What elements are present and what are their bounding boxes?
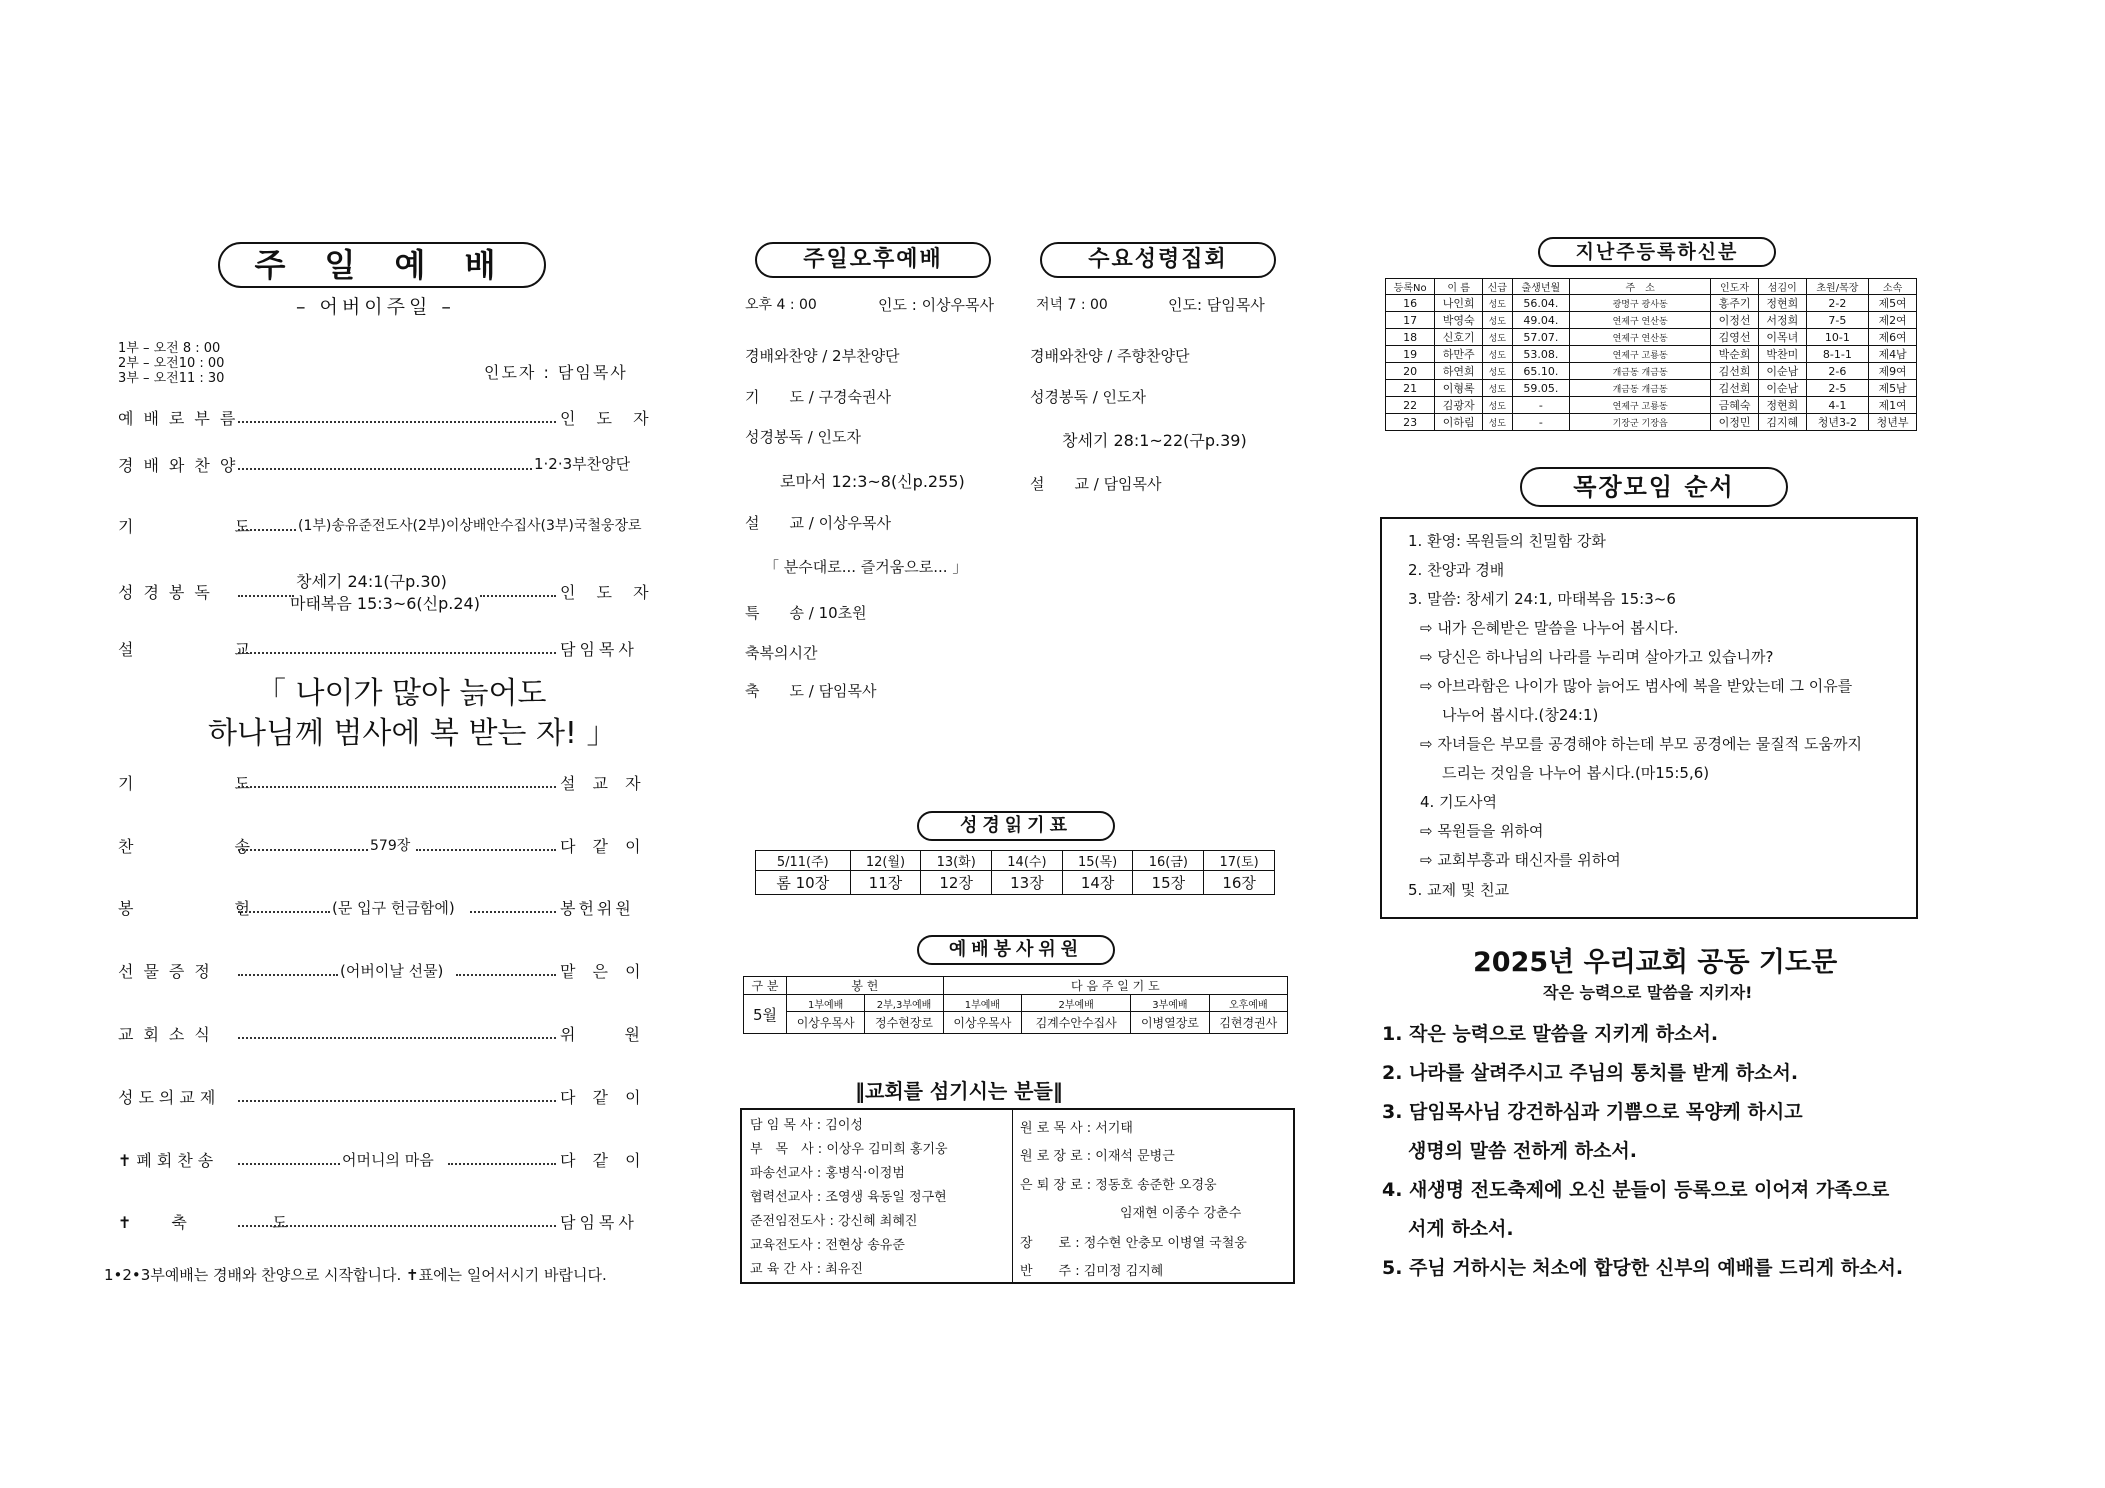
- afternoon-leader: 인도 : 이상우목사: [878, 296, 995, 314]
- sermon-title-1: 「 나이가 많아 늙어도: [256, 676, 547, 711]
- volunteer-name: 김현경권사: [1209, 1012, 1287, 1034]
- scripture-1: 창세기 24:1(구p.30): [296, 572, 447, 591]
- prayer-subtitle: 작은 능력으로 말씀을 지키자!: [1543, 983, 1753, 1002]
- order-mid: (1부)송유준전도사(2부)이상배안수집사(3부)국철웅장로: [298, 518, 642, 534]
- reg-cell: 4-1: [1806, 397, 1868, 414]
- order-label: 예배로부름: [118, 409, 246, 428]
- staff-left: 파송선교사 : 홍병식·이정범: [750, 1166, 905, 1181]
- service-leader: 인도자 : 담임목사: [484, 363, 628, 382]
- reg-cell: 53.08.: [1512, 346, 1570, 363]
- prayer-item: 서게 하소서.: [1408, 1218, 1514, 1240]
- order-mid: 579장: [370, 838, 411, 854]
- service-time-3: 3부 – 오전11 : 30: [118, 371, 225, 386]
- reg-cell: 하연희: [1435, 363, 1483, 380]
- reg-cell: 23: [1386, 414, 1435, 431]
- prayer-item: 생명의 말씀 전하게 하소서.: [1408, 1140, 1637, 1162]
- afternoon-item: 축복의시간: [745, 644, 818, 662]
- afternoon-sermon-title: 「 분수대로... 즐거움으로... 」: [764, 558, 968, 576]
- dot-leader: [238, 849, 368, 851]
- reg-cell: 제4남: [1869, 346, 1917, 363]
- reg-cell: 제2여: [1869, 312, 1917, 329]
- staff-left: 담 임 목 사 : 김이성: [750, 1118, 863, 1133]
- reg-cell: 연제구 연산동: [1570, 329, 1711, 346]
- reading-day: 15(목): [1062, 851, 1133, 871]
- reg-cell: 연제구 연산동: [1570, 312, 1711, 329]
- reg-header: 섬김이: [1758, 279, 1806, 295]
- order-label: 봉 헌: [118, 899, 298, 918]
- service-time-1: 1부 – 오전 8 : 00: [118, 341, 221, 356]
- prayer-item: 2. 나라를 살려주시고 주님의 통치를 받게 하소서.: [1382, 1062, 1799, 1084]
- month-cell: 5월: [744, 995, 787, 1034]
- dot-leader: [238, 595, 294, 597]
- header-next-prayer: 다 음 주 일 기 도: [943, 977, 1287, 995]
- sub-header: 2부예배: [1022, 995, 1131, 1012]
- sermon-title-2: 하나님께 범사에 복 받는 자! 」: [208, 716, 617, 751]
- order-label: 선물증정: [118, 962, 220, 981]
- reg-cell: 연제구 고룡동: [1570, 397, 1711, 414]
- sub-header: 1부예배: [943, 995, 1021, 1012]
- staff-left: 교육전도사 : 전현상 송유준: [750, 1238, 905, 1253]
- afternoon-item: 설 교 / 이상우목사: [745, 514, 892, 532]
- dot-leader: [238, 1037, 556, 1039]
- staff-right: 은 퇴 장 로 : 정동호 송준한 오경웅: [1020, 1178, 1217, 1193]
- reading-chapter: 14장: [1062, 871, 1133, 895]
- order-right: 맡 은 이: [560, 962, 647, 981]
- reg-header: 신급: [1483, 279, 1513, 295]
- order-right: 담임목사: [560, 1213, 638, 1232]
- reg-cell: 김지혜: [1758, 414, 1806, 431]
- cell-item: ⇨ 교회부흥과 태신자를 위하여: [1420, 851, 1621, 869]
- reading-chapter: 16장: [1204, 871, 1275, 895]
- reg-cell: 2-5: [1806, 380, 1868, 397]
- dot-leader: [238, 1163, 340, 1165]
- order-right: 위 원: [560, 1025, 662, 1044]
- order-right: 다 같 이: [560, 837, 647, 856]
- reg-cell: 이정선: [1711, 312, 1759, 329]
- order-label: 찬 송: [118, 837, 298, 856]
- reg-cell: 56.04.: [1512, 295, 1570, 312]
- reg-cell: 65.10.: [1512, 363, 1570, 380]
- dot-leader: [238, 468, 532, 470]
- service-committee-title: 예배봉사위원: [917, 935, 1115, 965]
- reg-cell: 광명구 광사동: [1570, 295, 1711, 312]
- dot-leader: [456, 974, 556, 976]
- order-label: 성도의교제: [118, 1088, 221, 1107]
- reg-header: 소속: [1869, 279, 1917, 295]
- reg-cell: 박찬미: [1758, 346, 1806, 363]
- reg-cell: 신호기: [1435, 329, 1483, 346]
- order-right: 봉헌위원: [560, 899, 634, 918]
- reg-cell: 청년부: [1869, 414, 1917, 431]
- reg-cell: 이순남: [1758, 380, 1806, 397]
- reg-row: [1386, 346, 1917, 363]
- staff-right: 원 로 목 사 : 서기태: [1020, 1121, 1133, 1136]
- cell-item: 4. 기도사역: [1420, 793, 1498, 811]
- reg-cell: 2-6: [1806, 363, 1868, 380]
- service-time-2: 2부 – 오전10 : 00: [118, 356, 225, 371]
- reg-cell: 19: [1386, 346, 1435, 363]
- reading-chapter: 11장: [850, 871, 921, 895]
- reg-cell: 이정민: [1711, 414, 1759, 431]
- reg-cell: 홍주기: [1711, 295, 1759, 312]
- reading-chapter: 15장: [1133, 871, 1204, 895]
- reg-cell: 성도: [1483, 414, 1513, 431]
- volunteer-name: 이상우목사: [943, 1012, 1021, 1034]
- reg-cell: 개금동 개금동: [1570, 380, 1711, 397]
- reg-cell: 18: [1386, 329, 1435, 346]
- service-committee-table: [743, 976, 1288, 1034]
- reading-day: 5/11(주): [756, 851, 851, 871]
- reg-cell: -: [1512, 397, 1570, 414]
- dot-leader: [238, 529, 296, 531]
- cell-item: 5. 교제 및 친교: [1408, 881, 1510, 899]
- wednesday-service-title: 수요성령집회: [1040, 242, 1276, 278]
- service-subtitle: – 어버이주일 –: [296, 296, 455, 318]
- sunday-service-title: 주 일 예 배: [218, 242, 546, 288]
- order-right: 1·2·3부찬양단: [534, 455, 631, 473]
- wednesday-time: 저녁 7 : 00: [1036, 297, 1108, 313]
- staff-left: 부 목 사 : 이상우 김미희 홍기웅: [750, 1142, 948, 1157]
- sub-header: 3부예배: [1131, 995, 1209, 1012]
- wednesday-item: 경배와찬양 / 주향찬양단: [1030, 347, 1190, 365]
- reg-cell: 성도: [1483, 312, 1513, 329]
- reg-cell: 7-5: [1806, 312, 1868, 329]
- reg-cell: 이하림: [1435, 414, 1483, 431]
- header-gubun: 구 분: [744, 977, 787, 995]
- prayer-item: 5. 주님 거하시는 처소에 합당한 신부의 예배를 드리게 하소서.: [1382, 1257, 1904, 1279]
- dot-leader: [448, 1163, 556, 1165]
- afternoon-service-title: 주일오후예배: [755, 242, 991, 278]
- cell-item: ⇨ 자녀들은 부모를 공경해야 하는데 부모 공경에는 물질적 도움까지: [1420, 735, 1862, 753]
- cell-item: 1. 환영: 목원들의 친밀함 강화: [1408, 532, 1606, 550]
- reading-day: 16(금): [1133, 851, 1204, 871]
- header-offering: 봉 헌: [787, 977, 944, 995]
- order-label: 교회소식: [118, 1025, 220, 1044]
- dot-leader: [238, 421, 556, 423]
- reg-cell: 이순남: [1758, 363, 1806, 380]
- footnote: 1•2•3부예배는 경배와 찬양으로 시작합니다. ✝표에는 일어서시기 바랍니다.: [104, 1266, 607, 1284]
- reg-cell: 성도: [1483, 397, 1513, 414]
- cell-item: 2. 찬양과 경배: [1408, 561, 1505, 579]
- order-right: 인 도 자: [560, 409, 657, 428]
- order-mid: 어머니의 마음: [342, 1151, 434, 1169]
- wednesday-leader: 인도: 담임목사: [1168, 296, 1265, 314]
- staff-left: 협력선교사 : 조영생 육동일 정구현: [750, 1190, 947, 1205]
- reg-cell: 연제구 고룡동: [1570, 346, 1711, 363]
- reg-cell: 김영선: [1711, 329, 1759, 346]
- afternoon-scripture: 로마서 12:3~8(신p.255): [780, 472, 965, 491]
- reg-row: [1386, 295, 1917, 312]
- reg-cell: 이형록: [1435, 380, 1483, 397]
- dot-leader: [238, 911, 330, 913]
- dot-leader: [416, 849, 556, 851]
- order-mid: (어버이날 선물): [340, 962, 444, 980]
- reg-cell: 서정희: [1758, 312, 1806, 329]
- order-label: ✝축 도: [118, 1213, 328, 1232]
- order-label: 기 도: [118, 517, 298, 536]
- registration-title: 지난주등록하신분: [1538, 237, 1776, 267]
- reg-cell: 성도: [1483, 329, 1513, 346]
- wednesday-item: 성경봉독 / 인도자: [1030, 388, 1147, 406]
- cell-item: 나누어 봅시다.(창24:1): [1442, 706, 1599, 724]
- order-right: 다 같 이: [560, 1088, 647, 1107]
- reg-cell: 김광자: [1435, 397, 1483, 414]
- reg-cell: 10-1: [1806, 329, 1868, 346]
- dot-leader: [238, 1225, 556, 1227]
- cell-meeting-title: 목장모임 순서: [1520, 467, 1788, 507]
- staff-right: 원 로 장 로 : 이재석 문병근: [1020, 1149, 1175, 1164]
- cell-item: ⇨ 아브라함은 나이가 많아 늙어도 범사에 복을 받았는데 그 이유를: [1420, 677, 1853, 695]
- order-label: 기 도: [118, 774, 298, 793]
- reg-cell: 제6여: [1869, 329, 1917, 346]
- wednesday-item: 설 교 / 담임목사: [1030, 475, 1162, 493]
- registration-table: [1385, 278, 1917, 431]
- afternoon-item: 경배와찬양 / 2부찬양단: [745, 347, 900, 365]
- scripture-2: 마태복음 15:3~6(신p.24): [290, 594, 480, 613]
- reg-cell: 기장군 기장읍: [1570, 414, 1711, 431]
- dot-leader: [480, 595, 556, 597]
- reg-cell: 제5여: [1869, 295, 1917, 312]
- bible-reading-title: 성경읽기표: [917, 811, 1115, 841]
- reading-chapter: 13장: [992, 871, 1063, 895]
- afternoon-time: 오후 4 : 00: [745, 297, 817, 313]
- prayer-item: 3. 담임목사님 강건하심과 기쁨으로 목양케 하시고: [1382, 1101, 1803, 1123]
- order-right: 인 도 자: [560, 583, 657, 602]
- reg-header: 인도자: [1711, 279, 1759, 295]
- dot-leader: [238, 1100, 556, 1102]
- prayer-item: 4. 새생명 전도축제에 오신 분들이 등록으로 이어져 가족으로: [1382, 1179, 1890, 1201]
- reg-header: 등록No: [1386, 279, 1435, 295]
- afternoon-item: 축 도 / 담임목사: [745, 682, 877, 700]
- dot-leader: [238, 786, 556, 788]
- reg-cell: 22: [1386, 397, 1435, 414]
- staff-title: ‖교회를 섬기시는 분들‖: [855, 1079, 1063, 1103]
- reg-cell: 성도: [1483, 380, 1513, 397]
- sub-header: 1부예배: [787, 995, 865, 1012]
- order-right: 담임목사: [560, 640, 638, 659]
- reg-cell: -: [1512, 414, 1570, 431]
- afternoon-item: 기 도 / 구경숙권사: [745, 388, 892, 406]
- sub-header: 오후예배: [1209, 995, 1287, 1012]
- reg-cell: 성도: [1483, 295, 1513, 312]
- reg-row: [1386, 363, 1917, 380]
- reg-cell: 박순희: [1711, 346, 1759, 363]
- reg-row: [1386, 329, 1917, 346]
- reading-day: 14(수): [992, 851, 1063, 871]
- reg-header: 초원/목장: [1806, 279, 1868, 295]
- order-label: 성경봉독: [118, 583, 220, 602]
- reg-cell: 8-1-1: [1806, 346, 1868, 363]
- sub-header: 2부,3부예배: [865, 995, 943, 1012]
- volunteer-name: 이상우목사: [787, 1012, 865, 1034]
- reg-cell: 20: [1386, 363, 1435, 380]
- dot-leader: [470, 911, 556, 913]
- reg-cell: 2-2: [1806, 295, 1868, 312]
- reg-cell: 제5남: [1869, 380, 1917, 397]
- order-label: ✝폐회찬송: [118, 1151, 219, 1170]
- prayer-title: 2025년 우리교회 공동 기도문: [1473, 947, 1838, 978]
- reg-cell: 개금동 개금동: [1570, 363, 1711, 380]
- reg-cell: 제9여: [1869, 363, 1917, 380]
- staff-left: 준전임전도사 : 강신혜 최혜진: [750, 1214, 918, 1229]
- reg-header: 이 름: [1435, 279, 1483, 295]
- reg-cell: 16: [1386, 295, 1435, 312]
- order-right: 설 교 자: [560, 774, 647, 793]
- staff-right: 반 주 : 김미정 김지혜: [1020, 1264, 1164, 1279]
- volunteer-name: 정수현장로: [865, 1012, 943, 1034]
- dot-leader: [238, 974, 338, 976]
- reg-cell: 정현희: [1758, 397, 1806, 414]
- wednesday-scripture: 창세기 28:1~22(구p.39): [1062, 431, 1247, 450]
- bible-reading-table: [755, 850, 1275, 895]
- volunteer-name: 이병열장로: [1131, 1012, 1209, 1034]
- reg-header: 주 소: [1570, 279, 1711, 295]
- reg-cell: 이목녀: [1758, 329, 1806, 346]
- staff-right: 임재현 이종수 강춘수: [1120, 1206, 1242, 1221]
- reg-cell: 21: [1386, 380, 1435, 397]
- order-label: 설 교: [118, 640, 298, 659]
- reading-day: 12(월): [850, 851, 921, 871]
- reg-header: 출생년월: [1512, 279, 1570, 295]
- reg-cell: 성도: [1483, 346, 1513, 363]
- cell-item: 3. 말씀: 창세기 24:1, 마태복음 15:3~6: [1408, 590, 1676, 608]
- reg-cell: 금혜숙: [1711, 397, 1759, 414]
- order-label: 경배와찬양: [118, 456, 246, 475]
- reading-day: 13(화): [921, 851, 992, 871]
- reading-chapter: 12장: [921, 871, 992, 895]
- prayer-item: 1. 작은 능력으로 말씀을 지키게 하소서.: [1382, 1023, 1719, 1045]
- staff-right: 장 로 : 정수현 안충모 이병열 국철웅: [1020, 1236, 1247, 1251]
- reg-cell: 나인희: [1435, 295, 1483, 312]
- reg-cell: 17: [1386, 312, 1435, 329]
- volunteer-name: 김계수안수집사: [1022, 1012, 1131, 1034]
- cell-item: ⇨ 내가 은혜받은 말씀을 나누어 봅시다.: [1420, 619, 1679, 637]
- order-mid: (문 입구 헌금함에): [332, 899, 455, 917]
- reg-row: [1386, 312, 1917, 329]
- reg-cell: 정현희: [1758, 295, 1806, 312]
- reg-cell: 박영숙: [1435, 312, 1483, 329]
- staff-divider: [1012, 1110, 1013, 1282]
- reg-cell: 57.07.: [1512, 329, 1570, 346]
- reg-cell: 성도: [1483, 363, 1513, 380]
- reg-cell: 59.05.: [1512, 380, 1570, 397]
- reg-cell: 청년3-2: [1806, 414, 1868, 431]
- reading-chapter: 롬 10장: [756, 871, 851, 895]
- cell-item: ⇨ 목원들을 위하여: [1420, 822, 1544, 840]
- order-right: 다 같 이: [560, 1151, 647, 1170]
- dot-leader: [238, 652, 556, 654]
- reg-cell: 하만주: [1435, 346, 1483, 363]
- reg-row: [1386, 414, 1917, 431]
- cell-item: 드리는 것임을 나누어 봅시다.(마15:5,6): [1442, 764, 1710, 782]
- reg-cell: 김선희: [1711, 363, 1759, 380]
- afternoon-item: 특 송 / 10초원: [745, 604, 867, 622]
- afternoon-item: 성경봉독 / 인도자: [745, 428, 862, 446]
- reg-row: [1386, 380, 1917, 397]
- staff-left: 교 육 간 사 : 최유진: [750, 1262, 863, 1277]
- reg-cell: 49.04.: [1512, 312, 1570, 329]
- cell-item: ⇨ 당신은 하나님의 나라를 누리며 살아가고 있습니까?: [1420, 648, 1774, 666]
- reg-cell: 제1여: [1869, 397, 1917, 414]
- reg-cell: 김선희: [1711, 380, 1759, 397]
- reg-row: [1386, 397, 1917, 414]
- reading-day: 17(토): [1204, 851, 1275, 871]
